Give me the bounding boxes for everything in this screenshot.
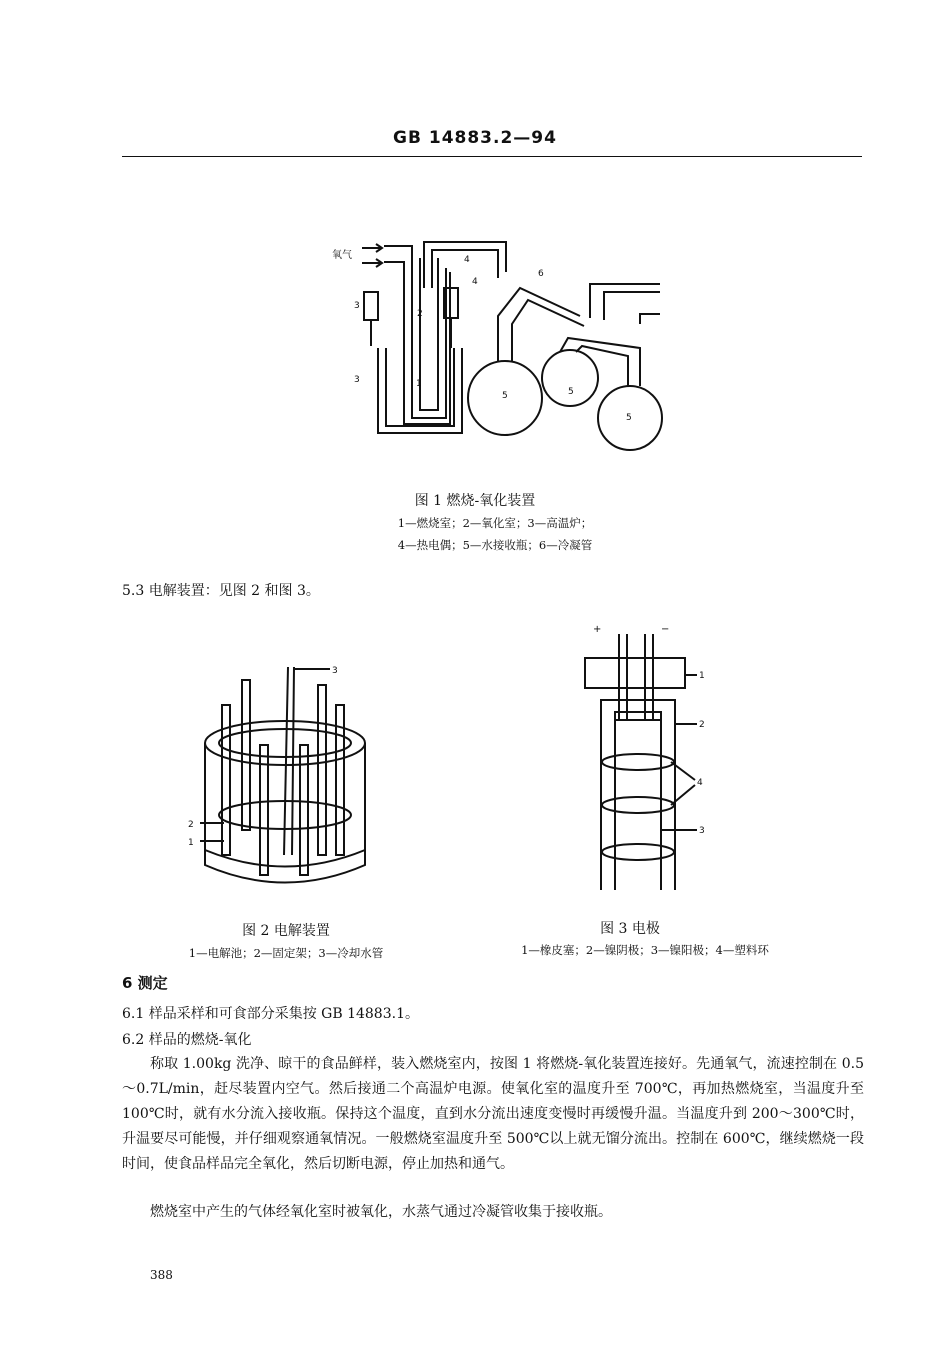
fig1-label-1: 1 <box>416 379 422 389</box>
figure-3-caption: 图 3 电极 <box>600 921 660 937</box>
figure-1-legend-line2: 4—热电偶；5—水接收瓶；6—冷凝管 <box>397 538 593 552</box>
fig2-label-2: 2 <box>188 820 194 830</box>
fig1-label-2: 2 <box>417 309 423 319</box>
fig3-plus: + <box>593 624 602 635</box>
fig1-label-5c: 5 <box>626 413 632 423</box>
figure-3-legend: 1—橡皮塞；2—镍阴极；3—镍阳极；4—塑料环 <box>521 943 769 957</box>
figure-2-legend: 1—电解池；2—固定架；3—冷却水管 <box>188 946 384 960</box>
fig3-label-2: 2 <box>699 720 705 730</box>
fig1-label-5b: 5 <box>568 387 574 397</box>
fig1-label-4a: 4 <box>464 255 470 265</box>
figure-2-caption: 图 2 电解装置 <box>242 923 330 939</box>
fig1-label-6: 6 <box>538 269 544 279</box>
figure-3-electrode <box>575 620 725 905</box>
section-6-2-title: 6.2 样品的燃烧-氧化 <box>122 1032 252 1048</box>
paragraph-1: 称取 1.00kg 洗净、晾干的食品鲜样，装入燃烧室内，按图 1 将燃烧-氧化装置连接好。先通氧气，流速控制在 0.5～0.7L/min，赶尽装置内空气。然后接通二个高温炉电源。使氧化室的温度升至 700℃，再加热燃烧室，当温度升至 100℃时，就有水分流入接收瓶。保持这个温度，直到水分流出速度变慢时再缓慢升温。当温度升到 200～300℃时，升温要尽可能慢，并仔细观察通氧情况。一般燃烧室温度升至 500℃以上就无馏分流出。控制在 600℃，继续燃烧一段时间，使食品样品完全氧化，然后切断电源，停止加热和通气。 <box>122 1056 864 1172</box>
fig3-label-4: 4 <box>697 778 703 788</box>
page-header: GB 14883.2—94 <box>393 128 557 148</box>
header-rule <box>122 156 862 157</box>
page-number: 388 <box>150 1268 173 1282</box>
fig1-label-4b: 4 <box>472 277 478 287</box>
section-6-1: 6.1 样品采样和可食部分采集按 GB 14883.1。 <box>122 1006 419 1022</box>
figure-1-caption: 图 1 燃烧-氧化装置 <box>414 493 536 509</box>
fig1-label-5a: 5 <box>502 391 508 401</box>
paragraph-2: 燃烧室中产生的气体经氧化室时被氧化，水蒸气通过冷凝管收集于接收瓶。 <box>150 1204 612 1220</box>
section-5-3: 5.3 电解装置：见图 2 和图 3。 <box>122 583 320 599</box>
figure-1-legend-line1: 1—燃烧室；2—氧化室；3—高温炉； <box>397 516 593 530</box>
fig3-minus: − <box>661 624 670 635</box>
figure-1-combustion-apparatus <box>320 228 680 458</box>
section-6-title: 6 测定 <box>122 974 168 992</box>
figure-2-electrolysis-apparatus <box>180 655 380 895</box>
fig1-label-3a: 3 <box>354 301 360 311</box>
fig2-label-1: 1 <box>188 838 194 848</box>
fig1-label-3b: 3 <box>354 375 360 385</box>
fig3-label-1: 1 <box>699 671 705 681</box>
fig2-label-3: 3 <box>332 666 338 676</box>
fig3-label-3: 3 <box>699 826 705 836</box>
fig1-oxygen-label: 氧气 <box>332 250 352 261</box>
